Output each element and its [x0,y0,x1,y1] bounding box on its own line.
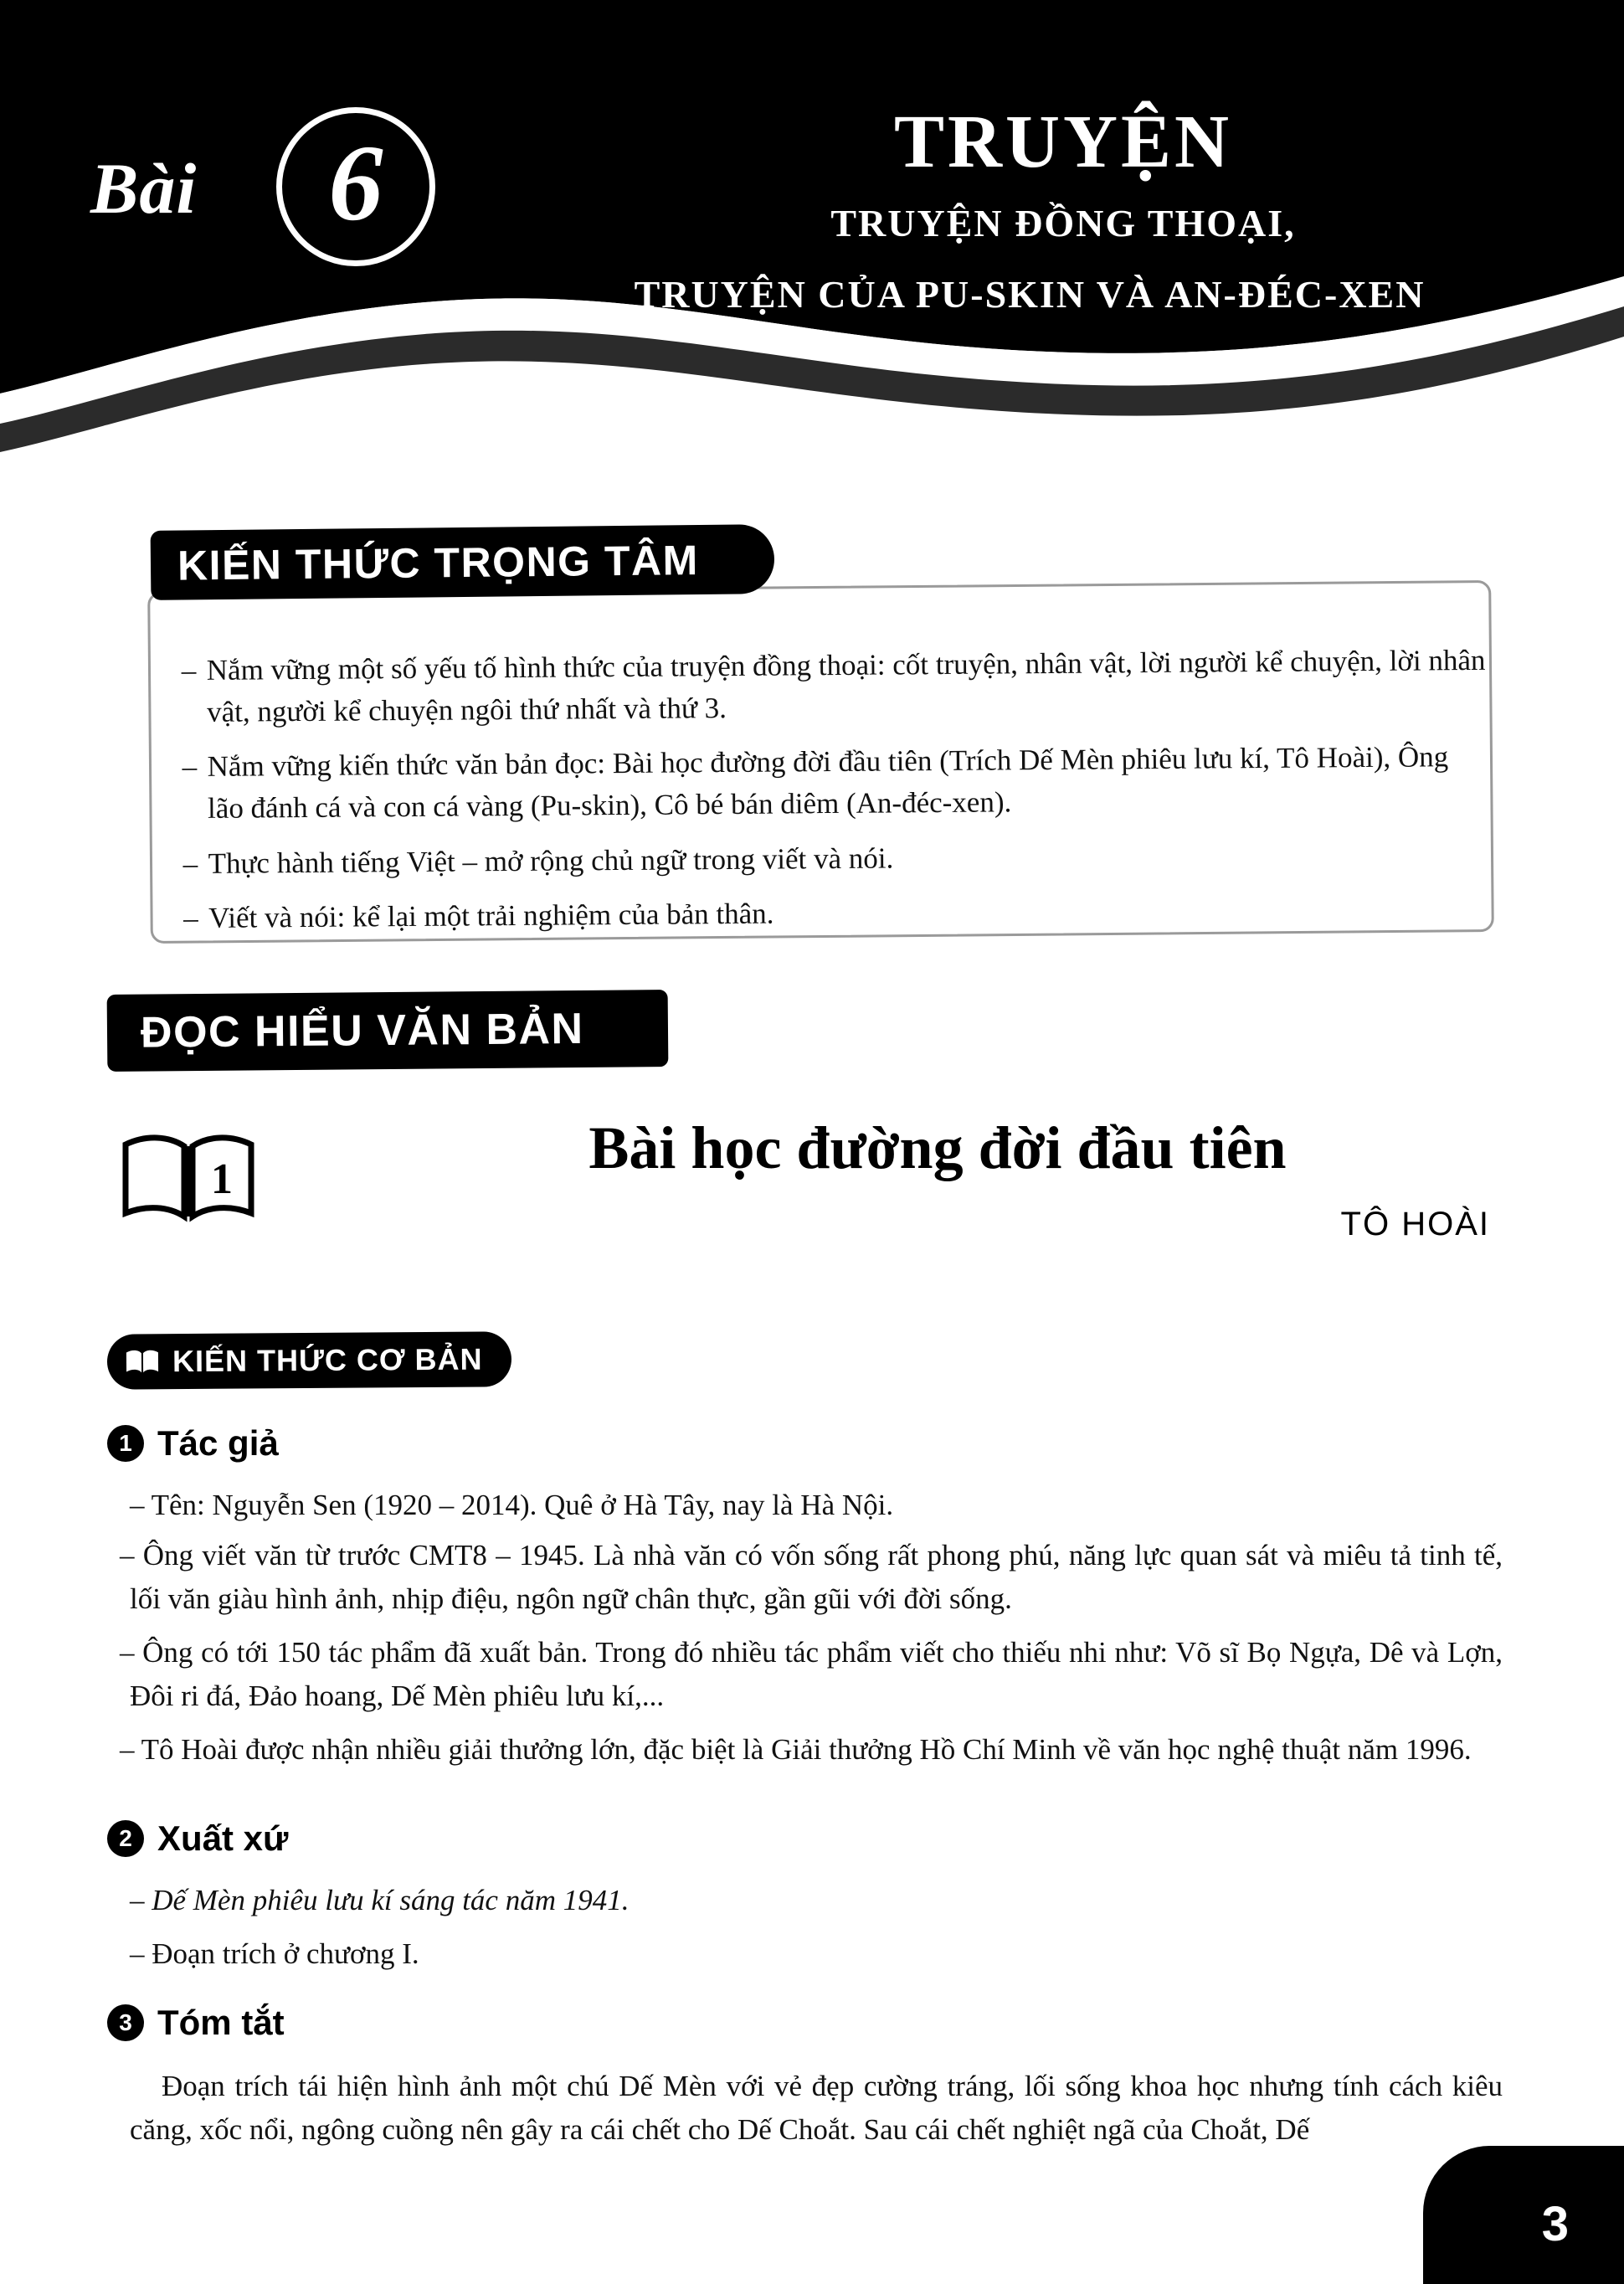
section-heading-1 [107,1423,279,1464]
svg-text:1: 1 [211,1155,233,1203]
list-item-text: Viết và nói: kể lại một trải nghiệm của bản thân. [208,898,774,935]
dash-marker: – [181,653,197,687]
section-number-badge: 3 [107,2004,144,2041]
dash-marker: – [182,902,198,935]
article-title: Bài học đường đời đầu tiên [588,1114,1287,1181]
list-item-text: Nắm vững kiến thức văn bản đọc: Bài học đường đời đầu tiên (Trích Dế Mèn phiêu lưu kí, Tô Hoài), Ông lão đánh cá và con cá vàng (Pu-skin), Cô bé bán diêm (An-đéc-xen). [207,740,1449,825]
paragraph: – Đoạn trích ở chương I. [130,1937,419,1970]
key-knowledge-list [182,640,1490,953]
section-number-badge: 1 [107,1425,144,1462]
paragraph: – Tô Hoài được nhận nhiều giải thưởng lớn, đặc biệt là Giải thưởng Hồ Chí Minh về văn học nghệ thuật năm 1996. [120,1733,1472,1766]
list-item [182,833,1488,885]
section-heading-label: Tác giả [157,1423,279,1463]
mini-book-icon [124,1347,161,1376]
paragraph: – Ông có tới 150 tác phẩm đã xuất bản. Trong đó nhiều tác phẩm viết cho thiếu nhi như: Võ sĩ Bọ Ngựa, Dê và Lợn, Đôi ri đá, Đảo hoang, Dế Mèn phiêu lưu kí,... [120,1636,1503,1712]
paragraph: – Tên: Nguyễn Sen (1920 – 2014). Quê ở Hà Tây, nay là Hà Nội. [130,1489,894,1521]
page-subtitle-1: TRUYỆN ĐỒNG THOẠI, [830,202,1296,244]
page-title: TRUYỆN [893,100,1233,183]
basic-knowledge-label: KIẾN THỨC CƠ BẢN [172,1341,483,1379]
section-number-badge: 2 [107,1820,144,1857]
open-book-icon [117,1126,260,1227]
paragraph: – Ông viết văn từ trước CMT8 – 1945. Là nhà văn có vốn sống rất phong phú, năng lực quan sát và miêu tả tinh tế, lối văn giàu hình ảnh, nhịp điệu, ngôn ngữ chân thực, gần gũi với đời sống. [120,1539,1503,1615]
dash-marker: – [182,750,198,784]
dash-marker: – [182,846,198,880]
section-heading-2 [107,1818,288,1859]
section-heading-3 [107,2003,285,2043]
page-subtitle-2: TRUYỆN CỦA PU-SKIN VÀ AN-ĐÉC-XEN [634,273,1426,316]
section-heading-label: Tóm tắt [157,2003,285,2042]
list-item-text: Nắm vững một số yếu tố hình thức của truyện đồng thoại: cốt truyện, nhân vật, lời người kể chuyện, lời nhân vật, người kể chuyện ngôi thứ nhất và thứ 3. [206,643,1486,728]
lesson-word: Bài [90,148,198,229]
list-item [182,640,1488,733]
basic-knowledge-pill [107,1331,511,1389]
article-author: TÔ HOÀI [1340,1206,1490,1242]
paragraph: – Dế Mèn phiêu lưu kí sáng tác năm 1941. [130,1884,630,1916]
list-item [183,887,1489,939]
paragraph: Đoạn trích tái hiện hình ảnh một chú Dế Mèn với vẻ đẹp cường tráng, lối sống khoa học nhưng tính cách kiêu căng, xốc nổi, ngông cuồng nên gây ra cái chết cho Dế Choắt. Sau cái chết nghiệt ngã của Choắt, Dế [130,2070,1503,2146]
list-item-text: Thực hành tiếng Việt – mở rộng chủ ngữ trong viết và nói. [208,841,894,880]
page-number: 3 [1541,2197,1569,2251]
key-knowledge-tag: KIẾN THỨC TRỌNG TÂM [151,524,775,600]
reading-section-tag: ĐỌC HIỂU VĂN BẢN [107,990,669,1072]
list-item [182,736,1489,830]
section-heading-label: Xuất xứ [157,1818,289,1858]
lesson-number: 6 [328,123,383,244]
page-number-corner [1423,2146,1624,2284]
